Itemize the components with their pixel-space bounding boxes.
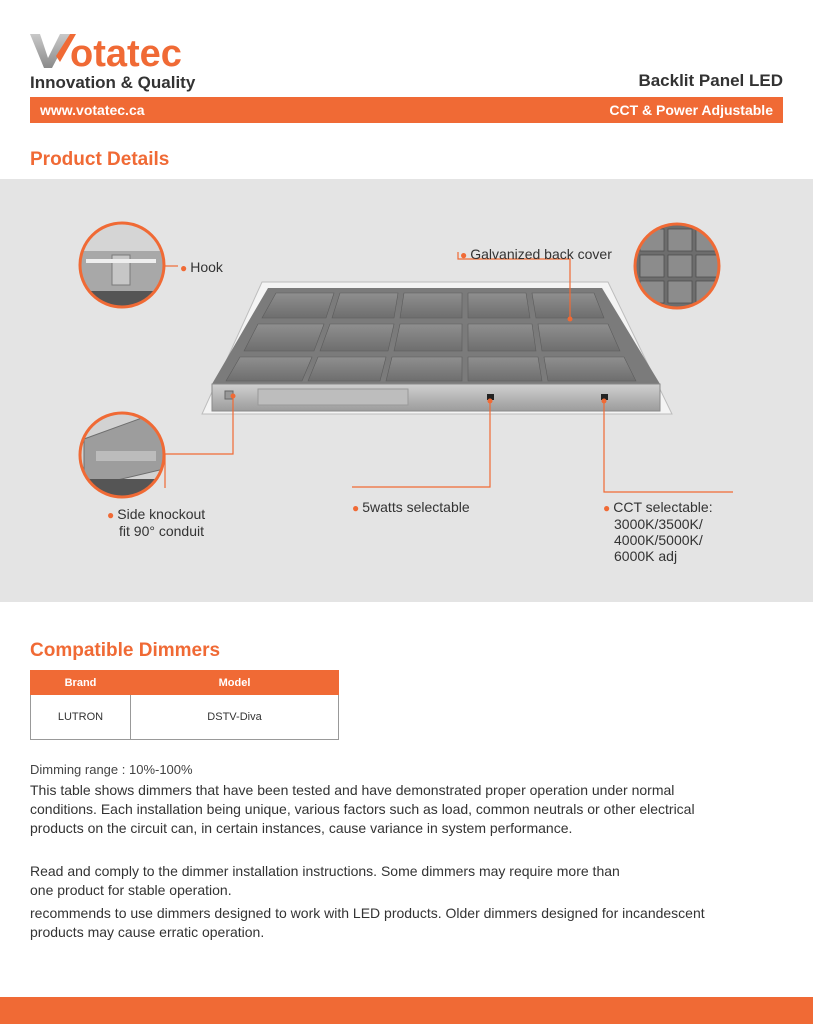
callout-hook: ● Hook [180, 259, 223, 275]
product-details-title: Product Details [30, 149, 170, 170]
callout-watts: ● 5watts selectable [352, 499, 470, 515]
compatible-dimmers-title: Compatible Dimmers [30, 640, 221, 661]
table-row [31, 695, 339, 740]
paragraph-recommend: recommends to use dimmers designed to work with LED products. Older dimmers designed for incandescent products may cause erratic operation. [30, 905, 705, 940]
header-brand: Brand [31, 671, 131, 695]
logo-wordmark: otatec [70, 33, 182, 72]
website-link[interactable]: www.votatec.ca [40, 102, 145, 118]
table-header-row [31, 671, 339, 695]
cell-brand: LUTRON [31, 695, 131, 740]
product-title: Backlit Panel LED [638, 71, 783, 90]
bullet-icon: ● [180, 261, 188, 275]
votatec-logo [30, 28, 210, 72]
feature-label: CCT & Power Adjustable [609, 102, 773, 118]
paragraph-instructions: Read and comply to the dimmer installation instructions. Some dimmers may require more than one product for stable operation. [30, 863, 620, 898]
product-details-panel [0, 179, 813, 602]
header-model: Model [131, 671, 339, 695]
footer-bar [0, 997, 813, 1024]
cell-model: DSTV-Diva [131, 695, 339, 740]
callout-cct: ● CCT selectable: 3000K/3500K/ 4000K/5000K/ 6000K adj [603, 499, 713, 564]
bullet-icon: ● [603, 501, 611, 515]
dimmer-table [30, 670, 339, 740]
paragraph-tested: This table shows dimmers that have been tested and have demonstrated proper operation under normal conditions. Each installation being unique, various factors such as load, common neutrals or other electrical products on the circuit can, in certain instances, cause variance in system performance. [30, 782, 695, 836]
back-cover-tiles [226, 293, 636, 381]
tagline: Innovation & Quality [30, 73, 196, 92]
callout-knockout: ● Side knockout fit 90° conduit [107, 506, 206, 539]
bullet-icon: ● [460, 248, 468, 262]
bullet-icon: ● [107, 508, 115, 522]
dimming-range: Dimming range : 10%-100% [30, 762, 193, 777]
bullet-icon: ● [352, 501, 360, 515]
header-bar [30, 97, 783, 123]
callout-back-cover: ● Galvanized back cover [460, 246, 612, 262]
